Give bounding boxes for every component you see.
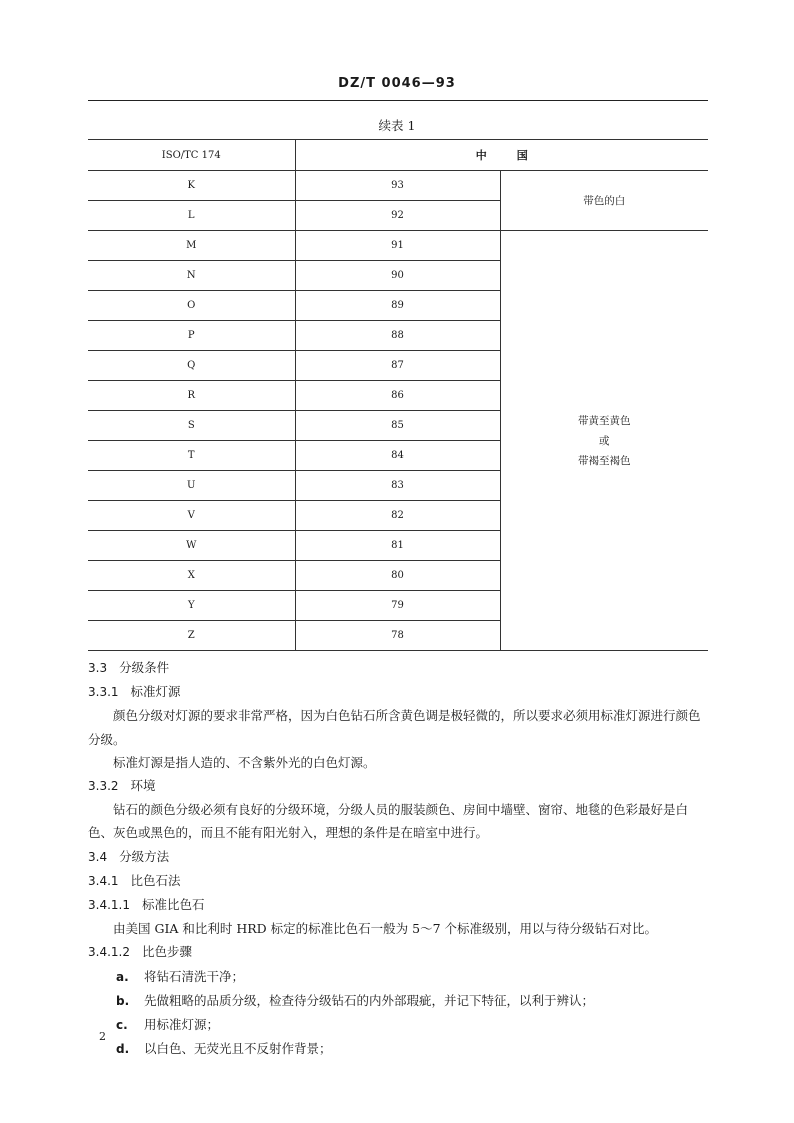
section-title: 分级方法 xyxy=(119,848,170,864)
column-header-china: 中国 xyxy=(295,140,708,171)
standard-code-header: DZ/T 0046—93 xyxy=(338,76,456,91)
cn-grade-cell: 88 xyxy=(295,321,500,351)
section-heading xyxy=(88,656,708,680)
paragraph: 钻石的颜色分级必须有良好的分级环境，分级人员的服装颜色、房间中墙壁、窗帘、地毯的色彩最好是白色、灰色或黑色的，而且不能有阳光射入，理想的条件是在暗室中进行。 xyxy=(88,802,689,841)
iso-grade-cell: V xyxy=(88,501,295,531)
section-heading xyxy=(88,940,708,964)
cn-grade-cell: 86 xyxy=(295,381,500,411)
description-white: 带色的白 xyxy=(583,194,626,207)
section-number: 3.3 xyxy=(88,661,108,675)
iso-grade-cell: Z xyxy=(88,621,295,651)
cn-grade-cell: 85 xyxy=(295,411,500,441)
list-item-label: c. xyxy=(116,1018,128,1033)
description-brown-line: 带褐至褐色 xyxy=(578,454,631,467)
iso-grade-cell: P xyxy=(88,321,295,351)
description-yellow-line: 带黄至黄色 xyxy=(578,414,631,427)
list-item-label: d. xyxy=(116,1042,130,1057)
section-title: 比色石法 xyxy=(130,872,181,888)
section-title: 标准比色石 xyxy=(141,897,205,913)
section-heading xyxy=(88,869,708,893)
cn-grade-cell: 92 xyxy=(295,201,500,231)
list-item xyxy=(88,1037,708,1061)
cn-grade-cell: 89 xyxy=(295,291,500,321)
iso-grade-cell: X xyxy=(88,561,295,591)
section-number: 3.3.1 xyxy=(88,685,119,700)
document-body xyxy=(88,656,708,1061)
section-number: 3.4 xyxy=(88,849,108,864)
paragraph: 标准灯源是指人造的、不含紫外光的白色灯源。 xyxy=(113,754,376,770)
iso-grade-cell: W xyxy=(88,531,295,561)
section-title: 环境 xyxy=(130,778,156,794)
section-number: 3.3.2 xyxy=(88,779,119,794)
cn-grade-cell: 82 xyxy=(295,501,500,531)
cn-grade-cell: 80 xyxy=(295,561,500,591)
table-row xyxy=(88,231,708,261)
header-rule xyxy=(88,100,708,101)
table-header-row xyxy=(88,140,708,171)
iso-grade-cell: L xyxy=(88,201,295,231)
list-item-text: 将钻石清洗干净； xyxy=(144,968,245,984)
iso-grade-cell: S xyxy=(88,411,295,441)
description-white-cell xyxy=(500,171,708,231)
description-or-line: 或 xyxy=(599,434,610,447)
description-yellow-cell xyxy=(500,231,708,651)
list-item xyxy=(88,1013,708,1037)
list-item xyxy=(88,989,708,1013)
list-item-text: 以白色、无荧光且不反射作背景； xyxy=(144,1041,332,1057)
list-item-label: a. xyxy=(116,969,129,984)
list-item-text: 用标准灯源； xyxy=(144,1017,220,1033)
iso-grade-cell: R xyxy=(88,381,295,411)
cn-grade-cell: 87 xyxy=(295,351,500,381)
iso-grade-cell: T xyxy=(88,441,295,471)
list-item-label: b. xyxy=(116,993,130,1008)
list-item-text: 先做粗略的品质分级，检查待分级钻石的内外部瑕疵，并记下特征，以利于辨认； xyxy=(144,992,595,1008)
iso-grade-cell: Y xyxy=(88,591,295,621)
cn-grade-cell: 90 xyxy=(295,261,500,291)
iso-grade-cell: Q xyxy=(88,351,295,381)
iso-grade-cell: M xyxy=(88,231,295,261)
section-heading xyxy=(88,774,708,798)
section-heading xyxy=(88,680,708,704)
list-item xyxy=(88,965,708,989)
iso-grade-cell: N xyxy=(88,261,295,291)
section-title: 标准灯源 xyxy=(130,684,181,700)
section-number: 3.4.1 xyxy=(88,873,119,888)
cn-grade-cell: 93 xyxy=(295,171,500,201)
section-heading xyxy=(88,845,708,869)
paragraph: 由美国 GIA 和比利时 HRD 标定的标准比色石一般为 5～7 个标准级别，用以与待分级钻石对比。 xyxy=(113,921,658,937)
iso-grade-cell: O xyxy=(88,291,295,321)
table-caption: 续表 1 xyxy=(378,118,416,133)
cn-grade-cell: 91 xyxy=(295,231,500,261)
cn-grade-cell: 83 xyxy=(295,471,500,501)
section-title: 分级条件 xyxy=(119,660,170,675)
cn-grade-cell: 79 xyxy=(295,591,500,621)
iso-grade-cell: U xyxy=(88,471,295,501)
cn-grade-cell: 84 xyxy=(295,441,500,471)
table-row xyxy=(88,171,708,201)
section-number: 3.4.1.2 xyxy=(88,945,130,960)
paragraph: 颜色分级对灯源的要求非常严格，因为白色钻石所含黄色调是极轻微的，所以要求必须用标准灯源进行颜色分级。 xyxy=(88,708,701,747)
iso-grade-cell: K xyxy=(88,171,295,201)
section-heading xyxy=(88,893,708,917)
page-number: 2 xyxy=(99,1030,106,1043)
cn-grade-cell: 78 xyxy=(295,621,500,651)
column-header-iso: ISO/TC 174 xyxy=(88,140,295,171)
color-grade-table xyxy=(88,139,708,651)
section-title: 比色步骤 xyxy=(141,944,192,960)
section-number: 3.4.1.1 xyxy=(88,898,130,913)
cn-grade-cell: 81 xyxy=(295,531,500,561)
